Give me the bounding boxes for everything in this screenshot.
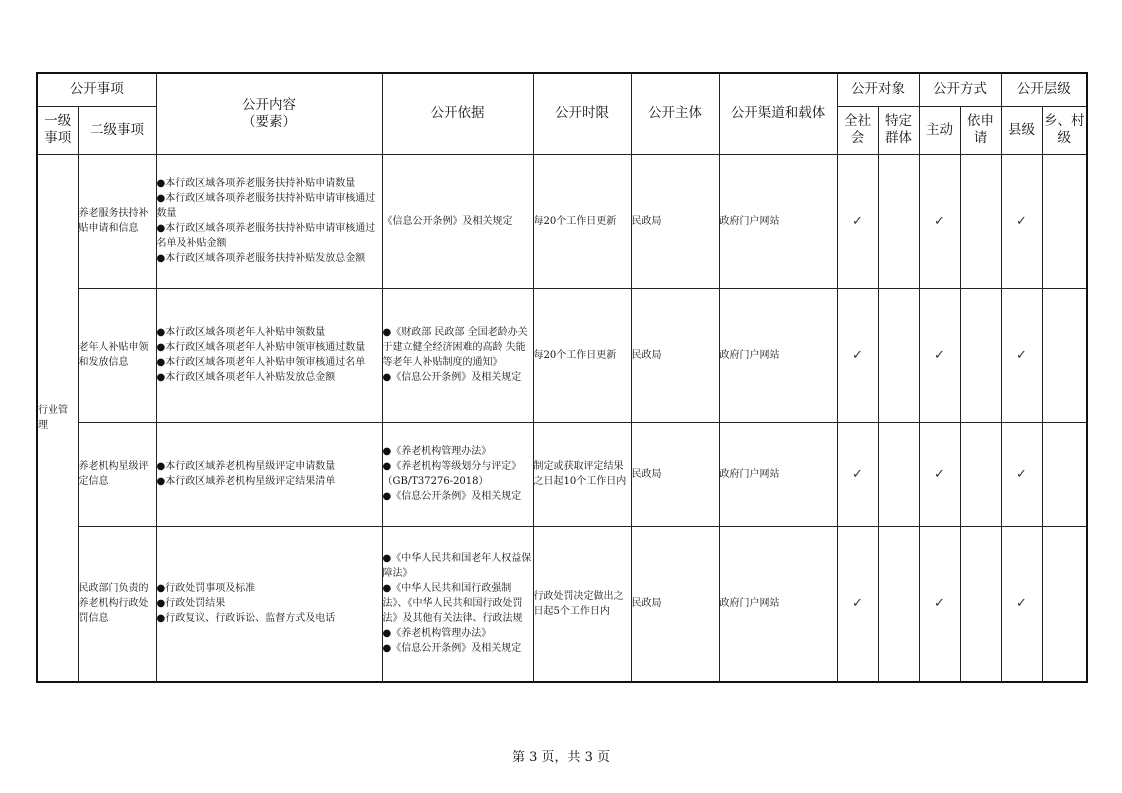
basis-line: ●《养老机构等级划分与评定》（GB/T37276-2018）	[382, 461, 522, 487]
basis-line: ●《财政部 民政部 全国老龄办关于建立健全经济困难的高龄 失能等老年人补贴制度的通知》	[382, 327, 528, 368]
empty-cell	[1042, 288, 1087, 422]
check-mark-icon: ✓	[837, 288, 878, 422]
content-line: ●行政复议、行政诉讼、监督方式及电话	[156, 613, 336, 625]
channel-cell: 政府门户网站	[719, 526, 837, 682]
header-content-title: 公开内容	[242, 96, 296, 113]
content-line: ●本行政区域各项养老服务扶持补贴申请审核通过数量	[156, 193, 376, 219]
content-line: ●行政处罚结果	[156, 598, 226, 610]
check-mark-icon: ✓	[919, 288, 960, 422]
header-items: 公开事项	[37, 73, 156, 106]
content-line: ●行政处罚事项及标准	[156, 583, 256, 595]
check-mark-icon: ✓	[919, 526, 960, 682]
basis-cell	[382, 422, 533, 526]
level2-item: 养老服务扶持补贴申请和信息	[78, 154, 156, 288]
content-line: ●本行政区域各项老年人补贴申领审核通过名单	[156, 357, 366, 368]
check-mark-icon: ✓	[837, 154, 878, 288]
empty-cell	[1042, 526, 1087, 682]
empty-cell	[960, 288, 1001, 422]
header-content-subtitle: （要素）	[242, 113, 296, 130]
basis-line: ●《信息公开条例》及相关规定	[382, 643, 522, 655]
header-content	[156, 73, 382, 154]
empty-cell	[1042, 154, 1087, 288]
content-line: ●本行政区域各项养老服务扶持补贴申请数量	[156, 178, 356, 189]
header-level: 公开层级	[1001, 73, 1087, 106]
content-line: ●本行政区域各项老年人补贴发放总金额	[156, 372, 336, 383]
table-row	[37, 422, 1087, 526]
header-level-county: 县级	[1001, 106, 1042, 154]
empty-cell	[878, 422, 919, 526]
content-cell	[156, 526, 382, 682]
check-mark-icon: ✓	[1001, 422, 1042, 526]
check-mark-icon: ✓	[919, 422, 960, 526]
content-line: ●本行政区域养老机构星级评定结果清单	[156, 476, 336, 487]
level2-item: 老年人补贴申领和发放信息	[78, 288, 156, 422]
empty-cell	[878, 288, 919, 422]
header-method-active: 主动	[919, 106, 960, 154]
disclosure-table	[36, 72, 1088, 683]
table-row	[37, 154, 1087, 288]
empty-cell	[960, 154, 1001, 288]
time-cell: 制定或获取评定结果之日起10个工作日内	[533, 422, 631, 526]
subject-cell: 民政局	[631, 154, 719, 288]
content-cell	[156, 288, 382, 422]
content-line: ●本行政区域各项养老服务扶持补贴申请审核通过名单及补贴金额	[156, 223, 376, 249]
header-time: 公开时限	[533, 73, 631, 154]
empty-cell	[1042, 422, 1087, 526]
time-cell: 行政处罚决定做出之日起5个工作日内	[533, 526, 631, 682]
basis-cell	[382, 154, 533, 288]
basis-line: ●《信息公开条例》及相关规定	[382, 491, 522, 502]
table-row	[37, 526, 1087, 682]
level1-item: 行业管理	[37, 154, 78, 682]
basis-line: ●《养老机构管理办法》	[382, 628, 492, 640]
time-cell: 每20个工作日更新	[533, 154, 631, 288]
check-mark-icon: ✓	[919, 154, 960, 288]
header-method-apply: 依申请	[960, 106, 1001, 154]
content-line: ●本行政区域各项老年人补贴申领数量	[156, 327, 326, 338]
header-method: 公开方式	[919, 73, 1001, 106]
basis-line: ●《养老机构管理办法》	[382, 446, 492, 457]
subject-cell: 民政局	[631, 422, 719, 526]
check-mark-icon: ✓	[837, 422, 878, 526]
content-line: ●本行政区域各项老年人补贴申领审核通过数量	[156, 342, 366, 353]
basis-line: ●《中华人民共和国老年人权益保障法》	[382, 553, 532, 580]
page-footer: 第 3 页，共 3 页	[511, 750, 611, 765]
content-line: ●本行政区域各项养老服务扶持补贴发放总金额	[156, 253, 366, 264]
empty-cell	[960, 422, 1001, 526]
header-target-specific: 特定群体	[878, 106, 919, 154]
content-cell	[156, 422, 382, 526]
header-subject: 公开主体	[631, 73, 719, 154]
header-target-all: 全社会	[837, 106, 878, 154]
check-mark-icon: ✓	[1001, 288, 1042, 422]
empty-cell	[960, 526, 1001, 682]
header-level1: 一级事项	[37, 106, 78, 154]
header-channel: 公开渠道和载体	[719, 73, 837, 154]
basis-line: ●《信息公开条例》及相关规定	[382, 372, 522, 383]
basis-cell	[382, 288, 533, 422]
level2-item: 民政部门负责的养老机构行政处罚信息	[78, 526, 156, 682]
empty-cell	[878, 526, 919, 682]
content-line: ●本行政区域养老机构星级评定申请数量	[156, 461, 336, 472]
subject-cell: 民政局	[631, 288, 719, 422]
header-basis: 公开依据	[382, 73, 533, 154]
basis-line: 《信息公开条例》及相关规定	[382, 215, 513, 227]
level2-item: 养老机构星级评定信息	[78, 422, 156, 526]
check-mark-icon: ✓	[837, 526, 878, 682]
subject-cell: 民政局	[631, 526, 719, 682]
channel-cell: 政府门户网站	[719, 154, 837, 288]
channel-cell: 政府门户网站	[719, 288, 837, 422]
empty-cell	[878, 154, 919, 288]
header-level-village: 乡、村级	[1042, 106, 1087, 154]
header-target: 公开对象	[837, 73, 919, 106]
time-cell: 每20个工作日更新	[533, 288, 631, 422]
basis-cell	[382, 526, 533, 682]
header-level2: 二级事项	[78, 106, 156, 154]
content-cell	[156, 154, 382, 288]
table-row	[37, 288, 1087, 422]
check-mark-icon: ✓	[1001, 526, 1042, 682]
channel-cell: 政府门户网站	[719, 422, 837, 526]
basis-line: ●《中华人民共和国行政强制法》、《中华人民共和国行政处罚法》及其他有关法律、行政法规	[382, 583, 523, 625]
check-mark-icon: ✓	[1001, 154, 1042, 288]
